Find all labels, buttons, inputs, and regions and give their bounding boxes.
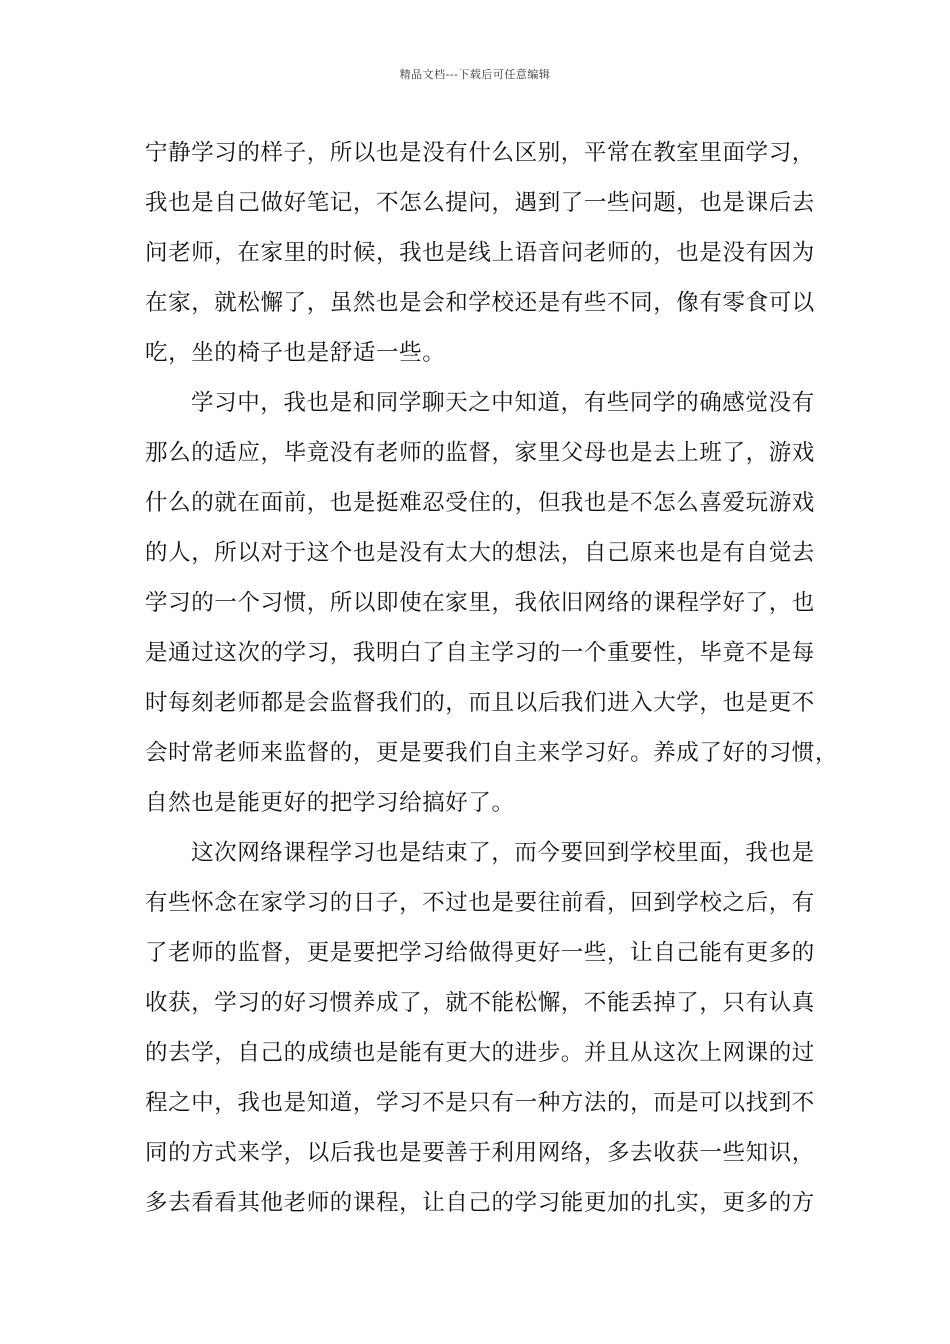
text-line: 多去看看其他老师的课程，让自己的学习能更加的扎实，更多的方 (145, 1190, 815, 1216)
document-body (145, 128, 839, 1228)
text-line: 同的方式来学，以后我也是要善于利用网络，多去收获一些知识， (145, 1140, 815, 1166)
text-line: 的人，所以对于这个也是没有太大的想法，自己原来也是有自觉去 (145, 540, 815, 566)
text-line: 我也是自己做好笔记，不怎么提问，遇到了一些问题，也是课后去 (145, 190, 815, 216)
paragraph-start-line: 学习中，我也是和同学聊天之中知道，有些同学的确感觉没有 (191, 390, 815, 416)
text-line: 学习的一个习惯，所以即使在家里，我依旧网络的课程学好了，也 (145, 590, 815, 616)
text-line: 时每刻老师都是会监督我们的，而且以后我们进入大学，也是更不 (145, 690, 815, 716)
text-line: 是通过这次的学习，我明白了自主学习的一个重要性，毕竟不是每 (145, 640, 815, 666)
text-line: 收获，学习的好习惯养成了，就不能松懈，不能丢掉了，只有认真 (145, 990, 815, 1016)
text-line: 问老师，在家里的时候，我也是线上语音问老师的，也是没有因为 (145, 240, 815, 266)
text-line: 在家，就松懈了，虽然也是会和学校还是有些不同，像有零食可以 (145, 290, 815, 316)
page-header: 精品文档---下载后可任意编辑 (399, 68, 551, 81)
text-line: 什么的就在面前，也是挺难忍受住的，但我也是不怎么喜爱玩游戏 (145, 490, 815, 516)
text-line: 程之中，我也是知道，学习不是只有一种方法的，而是可以找到不 (145, 1090, 815, 1116)
text-line: 宁静学习的样子，所以也是没有什么区别，平常在教室里面学习， (145, 140, 815, 166)
paragraph-start-line: 这次网络课程学习也是结束了，而今要回到学校里面，我也是 (191, 840, 815, 866)
text-line: 那么的适应，毕竟没有老师的监督，家里父母也是去上班了，游戏 (145, 440, 815, 466)
text-line: 的去学，自己的成绩也是能有更大的进步。并且从这次上网课的过 (145, 1040, 815, 1066)
text-line: 吃，坐的椅子也是舒适一些。 (145, 340, 446, 366)
text-line: 有些怀念在家学习的日子，不过也是要往前看，回到学校之后，有 (145, 890, 815, 916)
text-line: 自然也是能更好的把学习给搞好了。 (145, 790, 515, 816)
text-line: 了老师的监督，更是要把学习给做得更好一些，让自己能有更多的 (145, 940, 815, 966)
text-line: 会时常老师来监督的，更是要我们自主来学习好。养成了好的习惯， (145, 740, 839, 766)
